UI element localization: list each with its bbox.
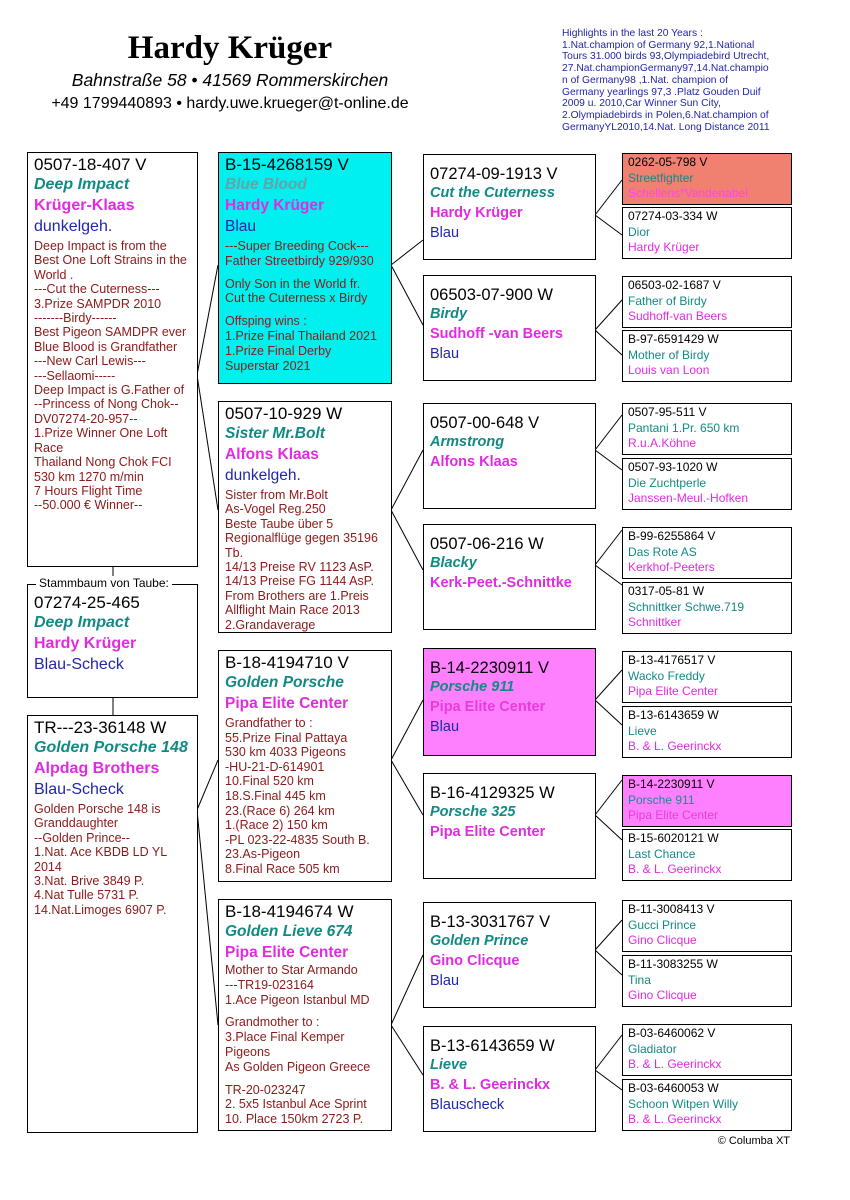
breeder: Janssen-Meul.-Hofken — [628, 491, 749, 506]
breeder: Alfons Klaas — [225, 446, 319, 463]
breeder: Alpdag Brothers — [34, 760, 160, 777]
pigeon-name: Lieve — [430, 1057, 468, 1073]
pigeon-color: Blau — [430, 225, 460, 241]
pigeon-name: Golden Porsche — [225, 674, 344, 691]
pigeon-name: Porsche 911 — [430, 679, 515, 695]
ring-number: B-13-6143659 W — [628, 708, 719, 722]
pigeon-name: Blue Blood — [225, 176, 307, 193]
highlight-line: 2009 u. 2010,Car Winner Sun City, — [562, 98, 721, 110]
pigeon-name: Armstrong — [430, 434, 505, 450]
ring-number: 07274-09-1913 V — [430, 165, 558, 183]
gen4-card[interactable] — [622, 458, 792, 510]
ring-number: B-11-3083255 W — [628, 957, 718, 971]
pigeon-name: Sister Mr.Bolt — [225, 425, 325, 442]
pigeon-name: Deep Impact — [34, 614, 130, 631]
pigeon-name: Porsche 325 — [430, 804, 516, 820]
pigeon-name: Streetfighter — [628, 170, 694, 185]
pigeon-color: Blau — [430, 973, 460, 989]
ring-number: 06503-02-1687 V — [628, 278, 721, 292]
pigeon-color: dunkelgeh. — [225, 467, 301, 484]
ring-number: 0262-05-798 V — [628, 155, 708, 169]
ring-number: B-03-6460062 V — [628, 1026, 716, 1040]
ring-number: TR---23-36148 W — [34, 718, 167, 737]
pigeon-name: Lieve — [628, 723, 657, 738]
breeder: Louis van Loon — [628, 363, 710, 378]
pigeon-name: Golden Porsche 148 — [34, 739, 188, 756]
pigeon-color: Blauscheck — [430, 1097, 505, 1113]
ring-number: B-16-4129325 W — [430, 784, 555, 802]
breeder: Pipa Elite Center — [430, 824, 546, 840]
ring-number: 0507-18-407 V — [34, 155, 147, 174]
pigeon-color: Blau — [225, 218, 257, 235]
breeder: Pipa Elite Center — [628, 808, 719, 823]
gen4-card[interactable] — [622, 651, 792, 703]
highlight-line: n of Germany98 ,1.Nat. champion of — [562, 74, 728, 86]
highlight-line: 27.Nat.championGermany97,14.Nat.champio — [562, 63, 769, 75]
gen3-card[interactable] — [423, 154, 596, 260]
ring-number: 07274-25-465 — [34, 593, 140, 612]
breeder: B. & L. Geerinckx — [628, 1057, 722, 1072]
ring-number: B-14-2230911 V — [628, 777, 715, 791]
pigeon-name: Pantani 1.Pr. 650 km — [628, 420, 740, 435]
ring-number: 07274-03-334 W — [628, 209, 718, 223]
ring-number: B-13-3031767 V — [430, 913, 551, 931]
highlight-line: 1.Nat.champion of Germany 92,1.National — [562, 39, 755, 51]
breeder: Pipa Elite Center — [225, 944, 349, 961]
ring-number: B-15-6020121 W — [628, 831, 719, 845]
highlight-line: Germany yearlings 97,3 .Platz Gouden Duif — [562, 86, 761, 98]
breeder: Schellens*Vandenabel — [628, 186, 748, 201]
gen4-card[interactable] — [622, 582, 792, 634]
pigeon-name: Last Chance — [628, 846, 696, 861]
pigeon-name: Mother of Birdy — [628, 347, 710, 362]
pigeon-name: Die Zuchtperle — [628, 475, 707, 490]
pigeon-description: Sister from Mr.Bolt As-Vogel Reg.250 Beste Taube über 5 Regionalflüge gegen 35196 Tb. 14/13 Preise RV 1123 AsP. 14/13 Preise FG 1144 AsP. From Brothers are 1.Preis Allflight Main Race 2013 2.Grandaverage — [225, 488, 378, 632]
breeder: Kerk-Peet.-Schnittke — [430, 575, 572, 591]
breeder: Sudhoff -van Beers — [430, 326, 563, 342]
footer-copyright: © Columba XT — [717, 1135, 790, 1147]
breeder: Sudhoff-van Beers — [628, 309, 728, 324]
breeder: Kerkhof-Peeters — [628, 560, 715, 575]
gen3-card[interactable] — [423, 403, 596, 509]
gen3-card[interactable] — [423, 902, 596, 1008]
gen2-card-golden-lieve[interactable] — [218, 899, 392, 1131]
breeder: Gino Clicque — [628, 988, 697, 1003]
pigeon-color: Blau — [430, 719, 460, 735]
highlight-line: Tours 31.000 birds 93,Olympiadebird Utrecht, — [562, 51, 770, 63]
gen4-card[interactable] — [622, 900, 792, 952]
gen4-card[interactable] — [622, 207, 792, 259]
ring-number: B-99-6255864 V — [628, 529, 716, 543]
ring-number: B-97-6591429 W — [628, 332, 719, 346]
highlight-line: 2.Olympiadebirds in Polen,6.Nat.champion of — [562, 109, 769, 121]
pigeon-name: Golden Prince — [430, 933, 529, 949]
pigeon-description: Golden Porsche 148 is Granddaughter --Golden Prince-- 1.Nat. Ace KBDB LD YL 2014 3.Nat. Brive 3849 P. 4.Nat Tulle 5731 P. 14.Nat.Limoges 6907 P. — [34, 802, 168, 917]
gen4-card[interactable] — [622, 276, 792, 328]
ring-number: B-18-4194710 V — [225, 653, 349, 672]
ring-number: B-14-2230911 V — [430, 659, 549, 677]
sire-card[interactable] — [27, 152, 198, 567]
pigeon-name: Porsche 911 — [628, 792, 695, 807]
breeder: Gino Clicque — [430, 953, 520, 969]
ring-number: B-13-4176517 V — [628, 653, 716, 667]
highlight-line: GermanyYL2010,14.Nat. Long Distance 2011 — [562, 121, 770, 133]
gen4-card[interactable] — [622, 1079, 792, 1131]
ring-number: B-18-4194674 W — [225, 902, 354, 921]
ring-number: 0507-06-216 W — [430, 535, 544, 553]
pigeon-name: Wacko Freddy — [628, 668, 705, 683]
gen2-card-golden-porsche[interactable] — [218, 650, 392, 882]
ring-number: B-03-6460053 W — [628, 1081, 719, 1095]
pigeon-name: Blacky — [430, 555, 477, 571]
breeder: Pipa Elite Center — [628, 684, 719, 699]
gen2-card-sister-mr-bolt[interactable] — [218, 401, 392, 633]
address: Bahnstraße 58 • 41569 Rommerskirchen — [71, 70, 389, 90]
subject-card[interactable] — [27, 584, 198, 698]
gen4-card[interactable] — [622, 706, 792, 758]
breeder: B. & L. Geerinckx — [430, 1077, 551, 1093]
page-title: Hardy Krüger — [127, 30, 333, 66]
contact: +49 1799440893 • hardy.uwe.krueger@t-online.de — [51, 95, 409, 112]
pigeon-name: Cut the Cuterness — [430, 185, 555, 201]
highlights-heading: Highlights in the last 20 Years : — [562, 28, 703, 39]
gen4-card[interactable] — [622, 403, 792, 455]
gen3-card[interactable] — [423, 648, 596, 756]
pigeon-name: Father of Birdy — [628, 293, 707, 308]
pigeon-name: Golden Lieve 674 — [225, 923, 353, 940]
pigeon-color: Blau-Scheck — [34, 781, 124, 798]
gen4-card[interactable] — [622, 527, 792, 579]
gen2-card-blue-blood[interactable] — [218, 152, 392, 384]
gen4-card[interactable] — [622, 1024, 792, 1076]
stammbaum-label: Stammbaum von Taube: — [36, 576, 172, 590]
breeder: Pipa Elite Center — [430, 699, 546, 715]
pigeon-name: Schoon Witpen Willy — [628, 1096, 739, 1111]
pigeon-name: Das Rote AS — [628, 544, 697, 559]
pigeon-name: Schnittker Schwe.719 — [628, 599, 745, 614]
pigeon-name: Gladiator — [628, 1041, 677, 1056]
pigeon-name: Birdy — [430, 306, 468, 322]
gen4-card[interactable] — [622, 330, 792, 382]
breeder: Hardy Krüger — [225, 197, 325, 214]
pigeon-color: dunkelgeh. — [34, 218, 113, 235]
breeder: B. & L. Geerinckx — [628, 1112, 722, 1127]
breeder: Hardy Krüger — [628, 240, 700, 255]
ring-number: 0507-93-1020 W — [628, 460, 718, 474]
breeder: Krüger-Klaas — [34, 197, 135, 214]
gen4-card[interactable] — [622, 955, 792, 1007]
breeder: Alfons Klaas — [430, 454, 518, 470]
gen3-card[interactable] — [423, 275, 596, 381]
pigeon-name: Tina — [628, 972, 651, 987]
pigeon-name: Deep Impact — [34, 176, 130, 193]
ring-number: 06503-07-900 W — [430, 286, 553, 304]
ring-number: B-15-4268159 V — [225, 155, 349, 174]
gen3-card[interactable] — [423, 524, 596, 630]
ring-number: B-13-6143659 W — [430, 1037, 555, 1055]
pigeon-description: ---Super Breeding Cock--- Father Streetbirdy 929/930 Only Son in the World fr. Cut the Cuterness x Birdy Offsping wins : 1.Prize Final Thailand 2021 1.Prize Final Derby Superstar 2021 — [225, 239, 377, 373]
breeder: B. & L. Geerinckx — [628, 739, 722, 754]
breeder: Gino Clicque — [628, 933, 697, 948]
ring-number: 0317-05-81 W — [628, 584, 705, 598]
pigeon-description: Deep Impact is from the Best One Loft Strains in the World . ---Cut the Cuterness--- 3.Prize SAMPDR 2010 -------Birdy------ Best Pigeon SAMDPR ever Blue Blood is Grandfather ---New Carl Lewis--- ---Sellaomi----- Deep Impact is G.Father of --Princess of Nong Chok-- DV07274-20-957-- 1.Prize Winner One Loft Race Thailand Nong Chok FCI 530 km 1270 m/min 7 Hours Flight Time --50.000 € Winner-- — [34, 239, 187, 513]
pigeon-name: Dior — [628, 224, 651, 239]
gen4-card[interactable] — [622, 153, 792, 205]
gen4-card[interactable] — [622, 829, 792, 881]
pigeon-description: Mother to Star Armando ---TR19-023164 1.Ace Pigeon Istanbul MD Grandmother to : 3.Place Final Kemper Pigeons As Golden Pigeon Greece TR-20-023247 2. 5x5 Istanbul Ace Sprint 10. Place 150km 2723 P. — [225, 963, 371, 1127]
ring-number: B-11-3008413 V — [628, 902, 715, 916]
pigeon-description: Grandfather to : 55.Prize Final Pattaya 530 km 4033 Pigeons -HU-21-D-614901 10.Final 520 km 18.S.Final 445 km 23.(Race 6) 264 km 1.(Race 2) 150 km -PL 023-22-4835 South B. 23.As-Pigeon 8.Final Race 505 km — [225, 716, 370, 876]
breeder: Hardy Krüger — [430, 205, 523, 221]
gen4-card[interactable] — [622, 775, 792, 827]
ring-number: 0507-10-929 W — [225, 404, 343, 423]
pigeon-color: Blau-Scheck — [34, 656, 124, 673]
gen3-card[interactable] — [423, 773, 596, 879]
gen3-card[interactable] — [423, 1026, 596, 1132]
breeder: Hardy Krüger — [34, 635, 137, 652]
pigeon-color: Blau — [430, 346, 460, 362]
breeder: Schnittker — [628, 615, 682, 630]
ring-number: 0507-95-511 V — [628, 405, 707, 419]
breeder: B. & L. Geerinckx — [628, 862, 722, 877]
breeder: R.u.A.Köhne — [628, 436, 697, 451]
dam-card[interactable] — [27, 715, 198, 1133]
ring-number: 0507-00-648 V — [430, 414, 540, 432]
pigeon-name: Gucci Prince — [628, 917, 697, 932]
breeder: Pipa Elite Center — [225, 695, 349, 712]
